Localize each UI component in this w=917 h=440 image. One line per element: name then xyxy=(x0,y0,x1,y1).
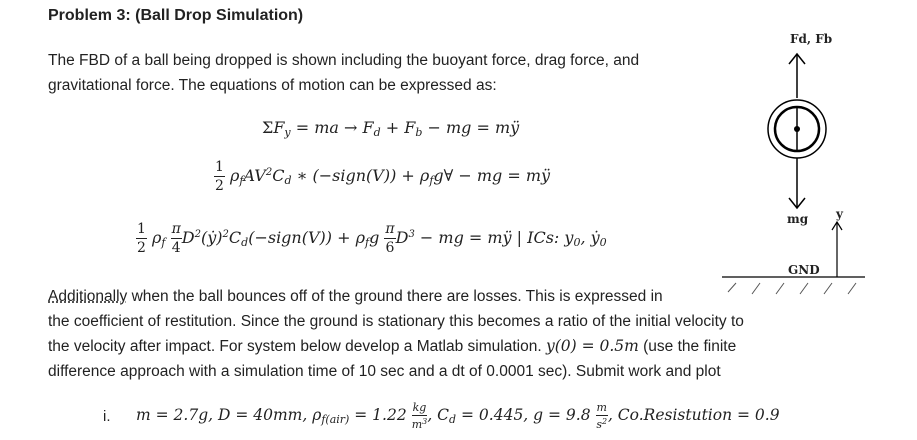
body-line-4: difference approach with a simulation time of 10 sec and a dt of 0.0001 sec). Submit work and plot xyxy=(48,363,721,380)
body-line-2: the coefficient of restitution. Since the ground is stationary this becomes a ratio of the initial velocity to xyxy=(48,313,744,330)
equation-expanded: $\frac{1}{2}$ $\rho_f$ $\frac{\pi}{4}$ $D^2(ẏ)^2C_d(-sign(V)) + \rho_fg$ $\frac{\pi}{6}$ $D^3$ − mg = mÿ | ICs: $y_0$, ẏ$_0$ xyxy=(137,221,607,256)
body-line-3-a: the velocity after impact. For system below develop a Matlab simulation. xyxy=(48,338,546,355)
equation-drag-buoyancy: $\frac{1}{2}$ $\rho_fAV^2C_d$ ∗ (−sign(V)) + $\rho_fg\forall$ − mg = mÿ xyxy=(215,159,551,194)
upward-force-arrow xyxy=(789,54,805,98)
label-y-axis: y xyxy=(836,207,843,221)
intro-line-1: The FBD of a ball being dropped is shown including the buoyant force, drag force, and xyxy=(48,52,640,69)
body-line-3-b: (use the finite xyxy=(638,338,737,355)
initial-condition: y(0) = 0.5m xyxy=(545,337,639,355)
body-line-1-rest: when the ball bounces off of the ground there are losses. This is expressed in xyxy=(127,288,663,305)
label-ground: GND xyxy=(788,263,820,277)
body-line-3 xyxy=(48,334,736,359)
ball xyxy=(768,100,826,158)
label-drag-buoyancy: Fd, Fb xyxy=(790,32,833,46)
gravity-arrow xyxy=(789,158,805,208)
ground xyxy=(722,277,865,294)
equation-sum-forces: $\Sigma F_y$ = ma → $F_d + F_b$ − mg = mÿ xyxy=(262,118,520,139)
item-parameters: m = 2.7g, D = 40mm, $\rho_{f(air)} = 1.22$ $\frac{kg}{m^3}$ , $C_d = 0.445$, g = 9.8 $\frac{m}{s^2}$ , Co.Resistution = 0.9 xyxy=(136,401,780,431)
label-weight: mg xyxy=(787,212,809,226)
body-line-1 xyxy=(48,284,663,309)
intro-line-2: gravitational force. The equations of motion can be expressed as: xyxy=(48,77,497,94)
free-body-diagram xyxy=(700,40,900,300)
word-additionally: Additionally xyxy=(48,288,128,305)
item-label: i. xyxy=(103,408,111,425)
y-axis-arrow xyxy=(832,222,842,277)
problem-title: Problem 3: (Ball Drop Simulation) xyxy=(48,7,304,24)
